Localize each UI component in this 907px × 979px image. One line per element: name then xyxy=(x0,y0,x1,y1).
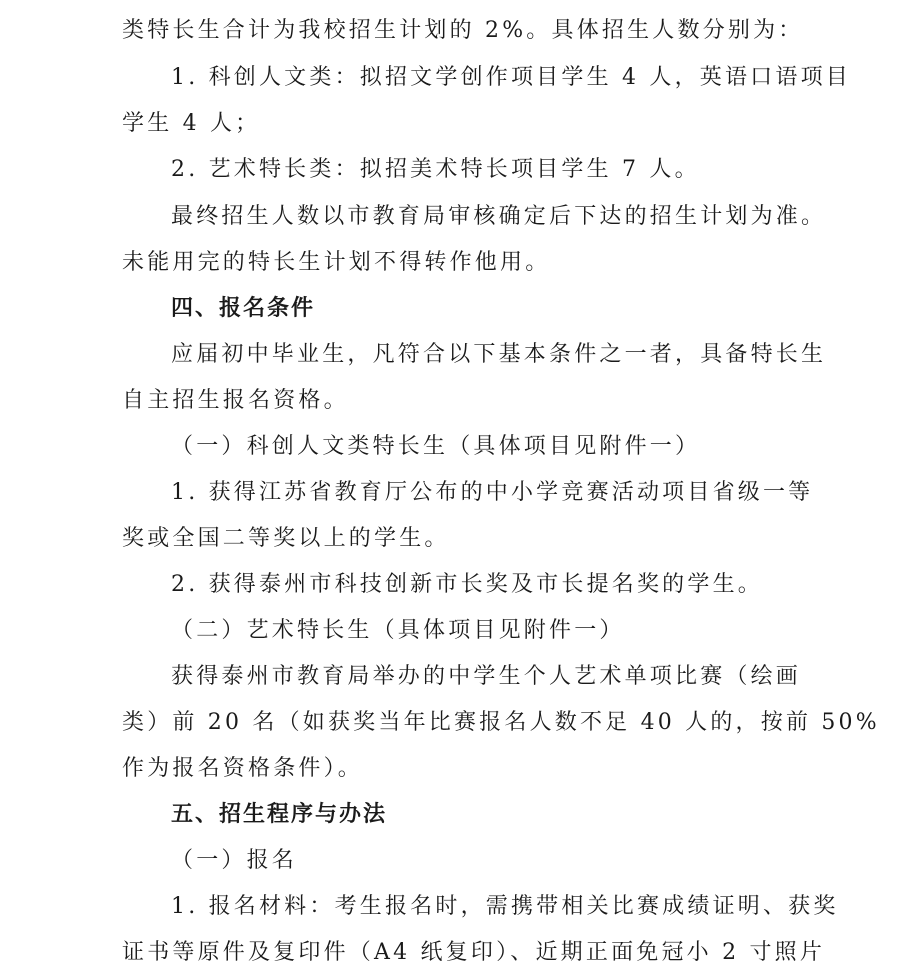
paragraph-line: 2. 获得泰州市科技创新市长奖及市长提名奖的学生。 xyxy=(171,572,763,597)
paragraph-line: 作为报名资格条件）。 xyxy=(122,756,364,781)
paragraph-line: 证书等原件及复印件（A4 纸复印）、近期正面免冠小 2 寸照片 xyxy=(122,940,826,965)
paragraph-line: 学生 4 人； xyxy=(122,111,261,136)
paragraph-line: 类）前 20 名（如获奖当年比赛报名人数不足 40 人的，按前 50% xyxy=(122,710,880,735)
paragraph-line: 2. 艺术特长类：拟招美术特长项目学生 7 人。 xyxy=(171,157,700,182)
paragraph-line: 获得泰州市教育局举办的中学生个人艺术单项比赛（绘画 xyxy=(171,664,802,689)
paragraph-line: 自主招生报名资格。 xyxy=(122,388,349,413)
paragraph-line: 类特长生合计为我校招生计划的 2%。具体招生人数分别为： xyxy=(122,18,804,43)
subsection-heading: （一）报名 xyxy=(171,848,298,873)
section-heading: 四、报名条件 xyxy=(171,296,316,321)
paragraph-line: 奖或全国二等奖以上的学生。 xyxy=(122,526,450,551)
subsection-heading: （二）艺术特长生（具体项目见附件一） xyxy=(171,618,625,643)
paragraph-line: 1. 科创人文类：拟招文学创作项目学生 4 人，英语口语项目 xyxy=(171,65,851,90)
subsection-heading: （一）科创人文类特长生（具体项目见附件一） xyxy=(171,434,701,459)
paragraph-line: 1. 报名材料：考生报名时，需携带相关比赛成绩证明、获奖 xyxy=(171,894,839,919)
paragraph-line: 应届初中毕业生，凡符合以下基本条件之一者，具备特长生 xyxy=(171,342,827,367)
paragraph-line: 最终招生人数以市教育局审核确定后下达的招生计划为准。 xyxy=(171,204,827,229)
paragraph-line: 1. 获得江苏省教育厅公布的中小学竞赛活动项目省级一等 xyxy=(171,480,814,505)
paragraph-line: 未能用完的特长生计划不得转作他用。 xyxy=(122,250,551,275)
section-heading: 五、招生程序与办法 xyxy=(171,802,388,827)
